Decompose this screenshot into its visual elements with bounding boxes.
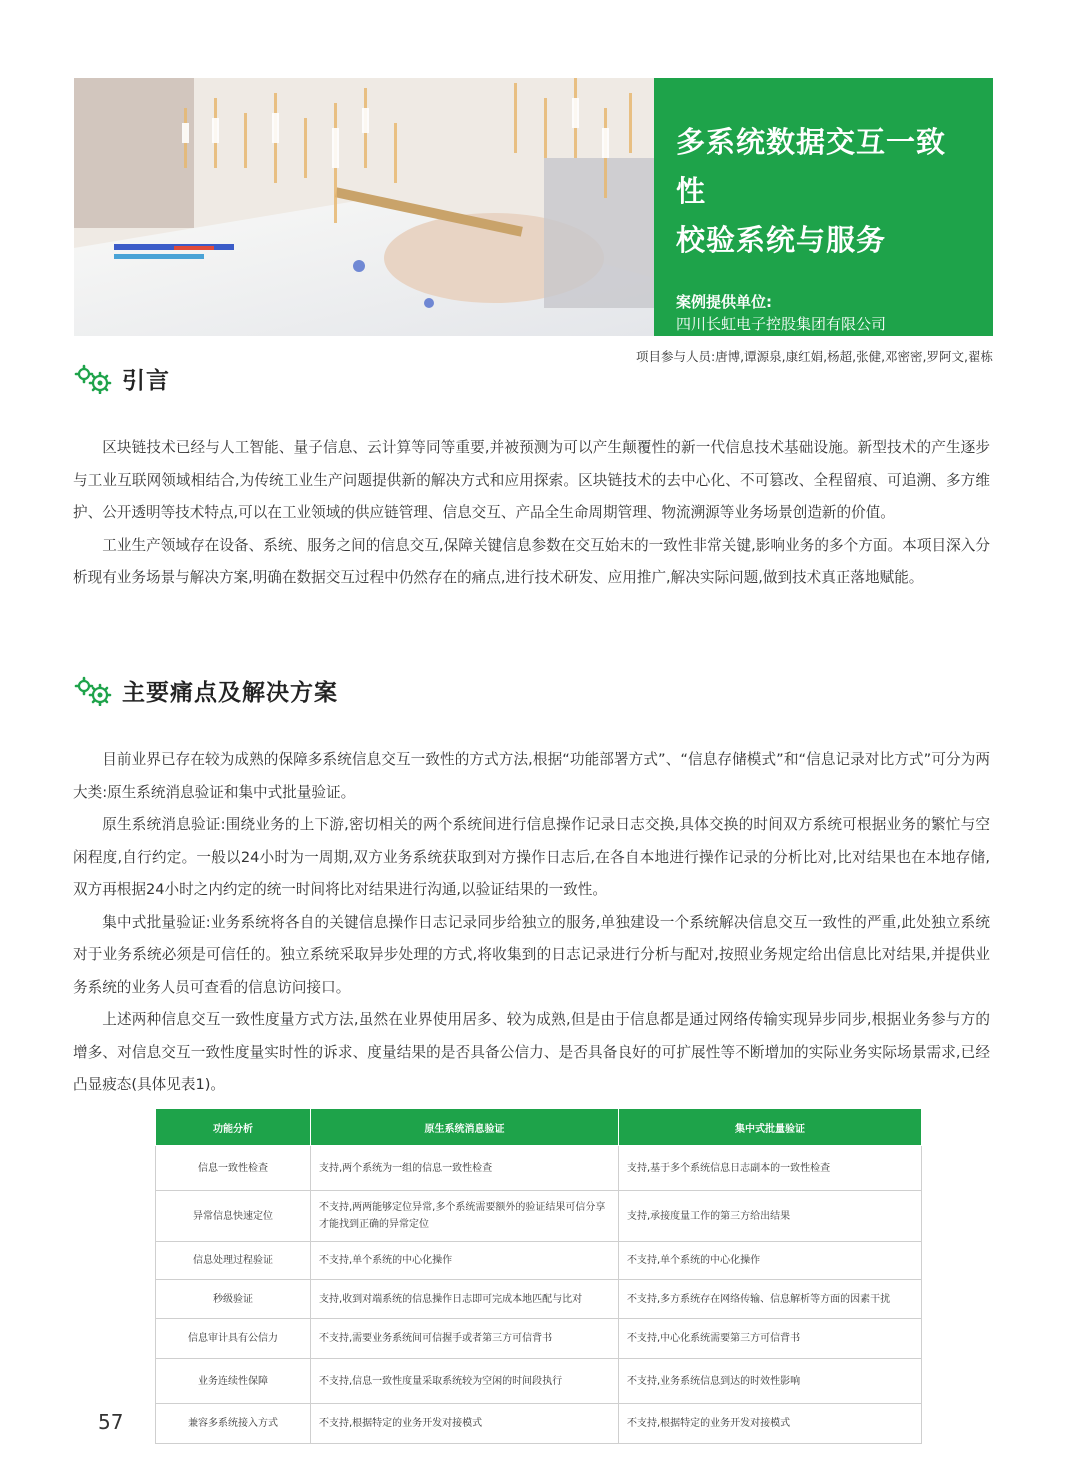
- page-number: 57: [98, 1410, 124, 1434]
- table-cell: 不支持,单个系统的中心化操作: [311, 1242, 619, 1280]
- table-cell: 不支持,信息一致性度量采取系统较为空闲的时间段执行: [311, 1359, 619, 1404]
- table-cell: 不支持,根据特定的业务开发对接模式: [619, 1404, 922, 1444]
- section-body-pain-points: [73, 744, 990, 1102]
- gears-icon: [72, 676, 118, 706]
- section-heading-pain-points: [72, 674, 338, 707]
- table-cell: 不支持,业务系统信息到达的时效性影响: [619, 1359, 922, 1404]
- table-cell: 支持,收到对端系统的信息操作日志即可完成本地匹配与比对: [311, 1280, 619, 1319]
- table-header-cell: 集中式批量验证: [619, 1109, 922, 1146]
- paragraph: 原生系统消息验证:围绕业务的上下游,密切相关的两个系统间进行信息操作记录日志交换,具体交换的时间双方系统可根据业务的繁忙与空闲程度,自行约定。一般以24小时为一周期,双方业务系统获取到对方操作日志后,在各自本地进行操作记录的分析比对,比对结果也在本地存储,双方再根据24小时之内约定的统一时间将比对结果进行沟通,以验证结果的一致性。: [73, 816, 990, 898]
- table-cell: 信息一致性检查: [156, 1146, 311, 1191]
- table-cell: 业务连续性保障: [156, 1359, 311, 1404]
- table-cell: 不支持,单个系统的中心化操作: [619, 1242, 922, 1280]
- header-photo-illustration: [74, 78, 654, 336]
- header-title-panel: [654, 78, 993, 336]
- article-title-line1: 多系统数据交互一致性: [676, 125, 947, 208]
- paragraph: 工业生产领域存在设备、系统、服务之间的信息交互,保障关键信息参数在交互始末的一致性非常关键,影响业务的多个方面。本项目深入分析现有业务场景与解决方案,明确在数据交互过程中仍然存在的痛点,进行技术研发、应用推广,解决实际问题,做到技术真正落地赋能。: [73, 536, 990, 586]
- table-row: [156, 1146, 922, 1191]
- article-title-line2: 校验系统与服务: [676, 223, 887, 257]
- provider-label: 案例提供单位:: [676, 293, 772, 311]
- table-row: [156, 1404, 922, 1444]
- header-photo: [74, 78, 654, 336]
- provider-name: 四川长虹电子控股集团有限公司: [676, 315, 887, 333]
- section-title-intro: 引言: [122, 368, 170, 394]
- participants-line: 项目参与人员:唐博,谭源泉,康红娟,杨超,张健,邓密密,罗阿文,翟栋: [635, 349, 993, 364]
- table-cell: 信息审计具有公信力: [156, 1319, 311, 1359]
- table-cell: 不支持,需要业务系统间可信握手或者第三方可信背书: [311, 1319, 619, 1359]
- table-cell: 不支持,中心化系统需要第三方可信背书: [619, 1319, 922, 1359]
- table-cell: 不支持,根据特定的业务开发对接模式: [311, 1404, 619, 1444]
- gears-icon: [72, 364, 118, 394]
- table-header-cell: 功能分析: [156, 1109, 311, 1146]
- table-row: [156, 1319, 922, 1359]
- paragraph: 集中式批量验证:业务系统将各自的关键信息操作日志记录同步给独立的服务,单独建设一个系统解决信息交互一致性的严重,此处独立系统对于业务系统必须是可信任的。独立系统采取异步处理的方式,将收集到的日志记录进行分析与配对,按照业务规定给出信息比对结果,并提供业务系统的业务人员可查看的信息访问接口。: [73, 913, 990, 996]
- section-heading-intro: [72, 362, 170, 395]
- comparison-table: [155, 1108, 922, 1444]
- paragraph: 目前业界已存在较为成熟的保障多系统信息交互一致性的方式方法,根据“功能部署方式”、“信息存储模式”和“信息记录对比方式”可分为两大类:原生系统消息验证和集中式批量验证。: [73, 751, 990, 801]
- table-cell: 不支持,两两能够定位异常,多个系统需要额外的验证结果可信分享才能找到正确的异常定位: [311, 1191, 619, 1242]
- table-row: [156, 1280, 922, 1319]
- table-cell: 信息处理过程验证: [156, 1242, 311, 1280]
- table-cell: 不支持,多方系统存在网络传输、信息解析等方面的因素干扰: [619, 1280, 922, 1319]
- table-cell: 支持,承接度量工作的第三方给出结果: [619, 1191, 922, 1242]
- table-cell: 秒级验证: [156, 1280, 311, 1319]
- section-title-pain-points: 主要痛点及解决方案: [122, 680, 338, 706]
- table-cell: 异常信息快速定位: [156, 1191, 311, 1242]
- section-body-intro: [73, 432, 990, 595]
- table-cell: 支持,两个系统为一组的信息一致性检查: [311, 1146, 619, 1191]
- table-row: [156, 1191, 922, 1242]
- table-cell: 兼容多系统接入方式: [156, 1404, 311, 1444]
- table-header-cell: 原生系统消息验证: [311, 1109, 619, 1146]
- table-row: [156, 1359, 922, 1404]
- table-cell: 支持,基于多个系统信息日志副本的一致性检查: [619, 1146, 922, 1191]
- table-header-row: [156, 1109, 922, 1146]
- paragraph: 上述两种信息交互一致性度量方式方法,虽然在业界使用居多、较为成熟,但是由于信息都是通过网络传输实现异步同步,根据业务参与方的增多、对信息交互一致性度量实时性的诉求、度量结果的是否具备公信力、是否具备良好的可扩展性等不断增加的实际业务实际场景需求,已经凸显疲态(具体见表1)。: [73, 1011, 990, 1093]
- table-row: [156, 1242, 922, 1280]
- header-banner: [74, 78, 993, 336]
- paragraph: 区块链技术已经与人工智能、量子信息、云计算等同等重要,并被预测为可以产生颠覆性的新一代信息技术基础设施。新型技术的产生逐步与工业互联网领域相结合,为传统工业生产问题提供新的解决方式和应用探索。区块链技术的去中心化、不可篡改、全程留痕、可追溯、多方维护、公开透明等技术特点,可以在工业领域的供应链管理、信息交互、产品全生命周期管理、物流溯源等业务场景创造新的价值。: [73, 439, 990, 521]
